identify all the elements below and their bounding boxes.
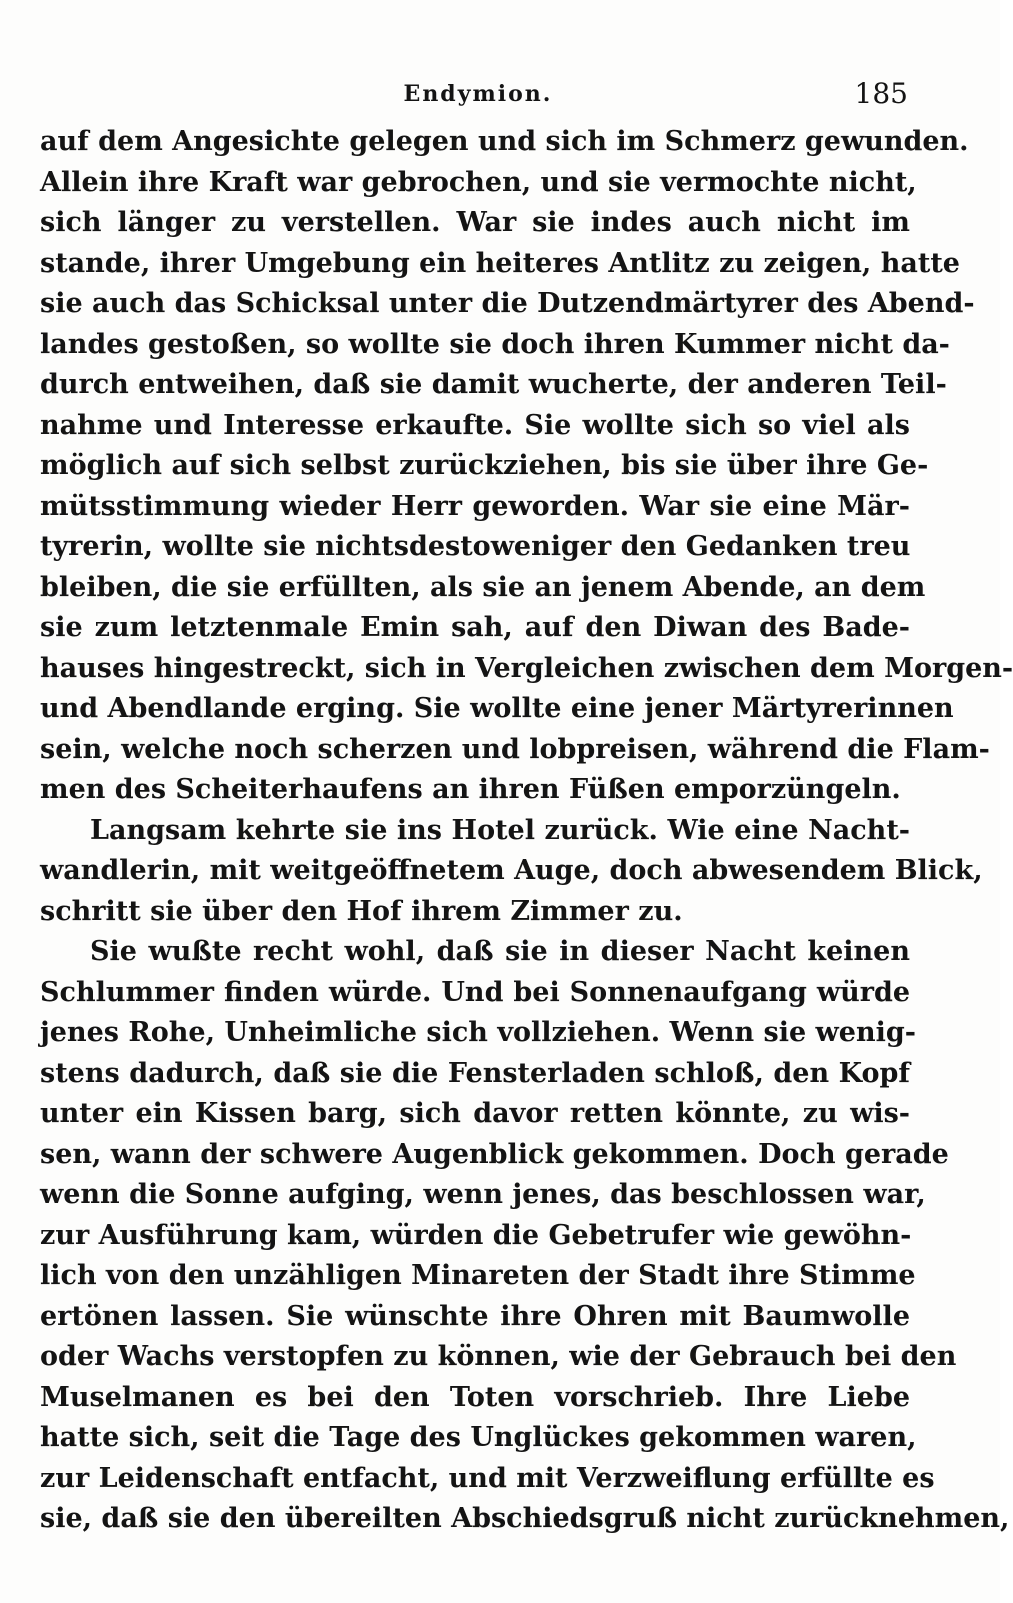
text-line: durch entweihen, daß sie damit wucherte, der anderen Teil-	[40, 369, 947, 400]
text-line: men des Scheiterhaufens an ihren Füßen emporzüngeln.	[40, 774, 901, 805]
text-line: sie, daß sie den übereilten Abschiedsgruß nicht zurücknehmen,	[40, 1503, 1010, 1534]
text-line: Sie wußte recht wohl, daß sie in dieser Nacht keinen	[90, 936, 910, 967]
text-line: schritt sie über den Hof ihrem Zimmer zu.	[40, 895, 683, 927]
text-line: mütsstimmung wieder Herr geworden. War sie eine Mär-	[40, 490, 910, 522]
text-line: sie auch das Schicksal unter die Dutzendmärtyrer des Abend-	[40, 288, 975, 319]
text-line: sein, welche noch scherzen und lobpreisen, während die Flam-	[40, 733, 990, 765]
page-number: 185	[854, 77, 908, 110]
text-line: sie zum letztenmale Emin sah, auf den Diwan des Bade-	[40, 612, 910, 643]
text-line: stande, ihrer Umgebung ein heiteres Antlitz zu zeigen, hatte	[40, 247, 960, 279]
text-line: ertönen lassen. Sie wünschte ihre Ohren mit Baumwolle	[40, 1300, 910, 1332]
text-line: zur Ausführung kam, würden die Gebetrufer wie gewöhn-	[40, 1219, 912, 1251]
text-line: stens dadurch, daß sie die Fensterladen schloß, den Kopf	[40, 1057, 910, 1089]
text-line: Langsam kehrte sie ins Hotel zurück. Wie eine Nacht-	[90, 814, 910, 846]
text-line: auf dem Angesichte gelegen und sich im Schmerz gewunden.	[40, 126, 969, 157]
text-line: nahme und Interesse erkaufte. Sie wollte sich so viel als	[40, 409, 910, 441]
text-line: Schlummer finden würde. Und bei Sonnenaufgang würde	[40, 976, 910, 1008]
text-line: wenn die Sonne aufging, wenn jenes, das beschlossen war,	[40, 1179, 926, 1210]
running-head	[48, 76, 908, 112]
running-title: Endymion.	[403, 81, 553, 107]
text-line: jenes Rohe, Unheimliche sich vollziehen. Wenn sie wenig-	[40, 1017, 916, 1048]
text-line: möglich auf sich selbst zurückziehen, bis sie über ihre Ge-	[40, 450, 929, 481]
text-line: und Abendlande erging. Sie wollte eine jener Märtyrerinnen	[40, 693, 954, 724]
text-line: hatte sich, seit die Tage des Unglückes gekommen waren,	[40, 1422, 917, 1453]
text-line: wandlerin, mit weitgeöffnetem Auge, doch abwesendem Blick,	[40, 855, 983, 886]
text-line: landes gestoßen, so wollte sie doch ihren Kummer nicht da-	[40, 328, 950, 360]
text-line: bleiben, die sie erfüllten, als sie an jenem Abende, an dem	[40, 571, 926, 603]
text-line: zur Leidenschaft entfacht, und mit Verzweiflung erfüllte es	[40, 1462, 935, 1494]
text-line: lich von den unzähligen Minareten der Stadt ihre Stimme	[40, 1260, 916, 1291]
text-line: Muselmanen es bei den Toten vorschrieb. Ihre Liebe	[40, 1381, 910, 1413]
text-line: Allein ihre Kraft war gebrochen, und sie vermochte nicht,	[40, 166, 917, 198]
text-line: tyrerin, wollte sie nichtsdestoweniger den Gedanken treu	[40, 531, 911, 562]
text-line: hauses hingestreckt, sich in Vergleichen zwischen dem Morgen-	[40, 652, 1013, 684]
text-line: oder Wachs verstopfen zu können, wie der Gebrauch bei den	[40, 1341, 957, 1372]
text-line: unter ein Kissen barg, sich davor retten könnte, zu wis-	[40, 1098, 910, 1129]
text-line: sen, wann der schwere Augenblick gekommen. Doch gerade	[40, 1138, 949, 1170]
body-text	[40, 122, 1013, 1540]
text-line: sich länger zu verstellen. War sie indes auch nicht im	[40, 207, 910, 238]
